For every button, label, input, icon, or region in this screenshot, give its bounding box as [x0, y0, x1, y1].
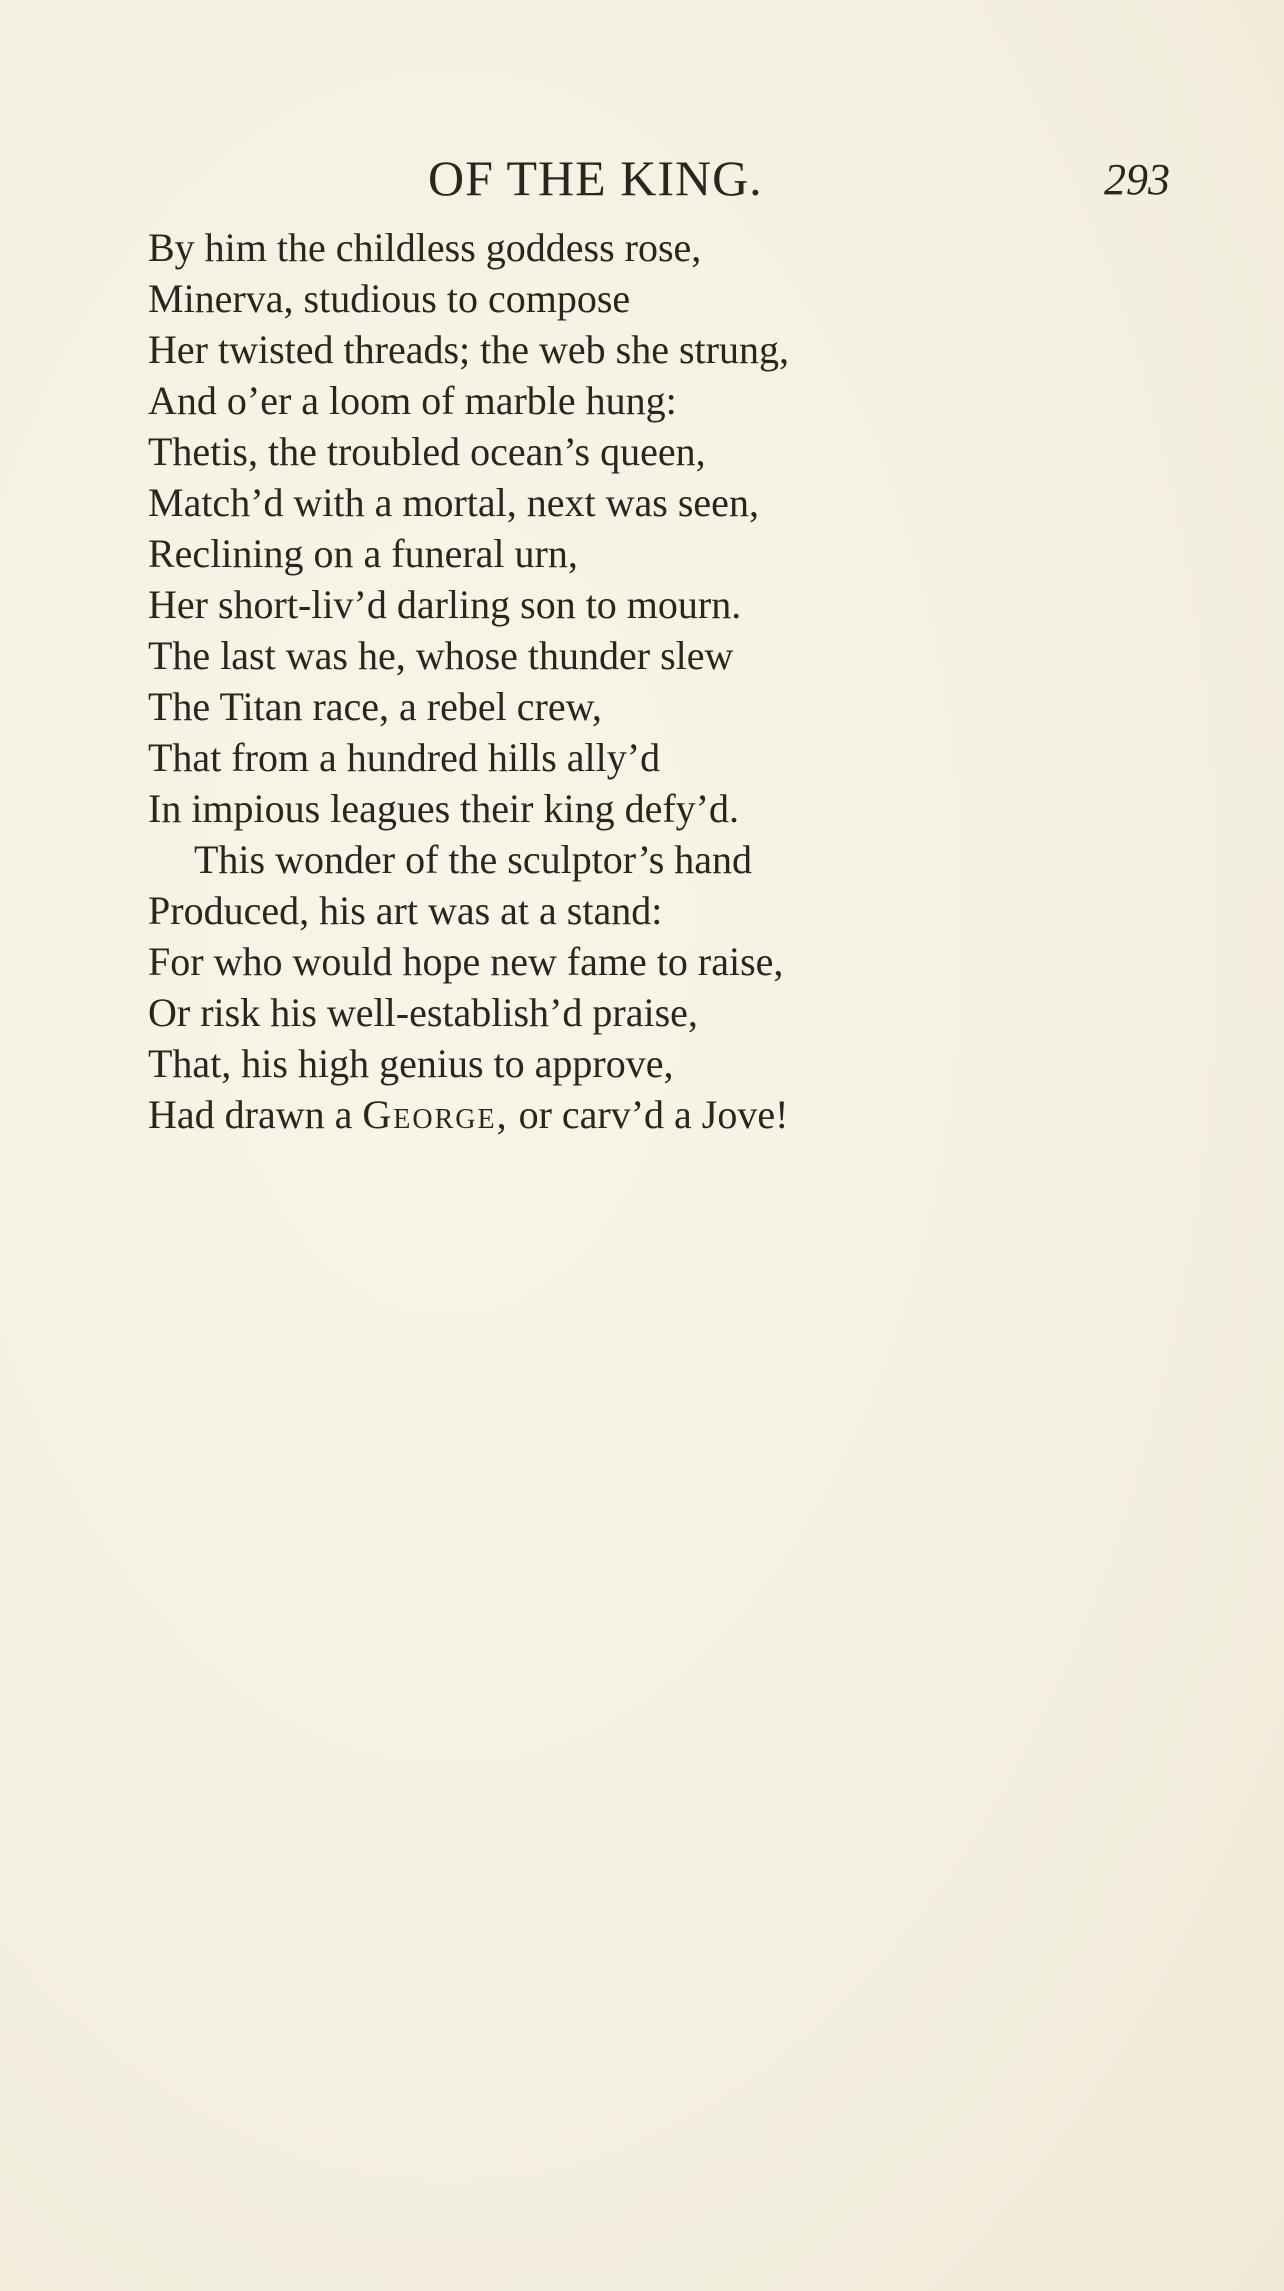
poem-line: For who would hope new fame to raise,	[148, 939, 784, 984]
poem-line: By him the childless goddess rose,	[148, 225, 702, 270]
bleed-through-text	[170, 1390, 1030, 1445]
small-caps-name: George,	[362, 1092, 509, 1137]
poem-line: Thetis, the troubled ocean’s queen,	[148, 429, 706, 474]
poem-line: That from a hundred hills ally’d	[148, 735, 661, 780]
poem-line: In impious leagues their king defy’d.	[148, 786, 739, 831]
final-line-end: or carv’d a Jove!	[508, 1092, 789, 1137]
poem-line: Produced, his art was at a stand:	[148, 888, 663, 933]
poem-line: Or risk his well-establish’d praise,	[148, 990, 698, 1035]
page-number: 293	[1104, 155, 1170, 204]
poem-line: Her twisted threads; the web she strung,	[148, 327, 789, 372]
poem-text	[148, 222, 1048, 1140]
poem-line: The last was he, whose thunder slew	[148, 633, 734, 678]
final-line-start: Had drawn a	[148, 1092, 363, 1137]
poem-line: Reclining on a funeral urn,	[148, 531, 578, 576]
poem-line: And o’er a loom of marble hung:	[148, 378, 677, 423]
poem-line: Her short-liv’d darling son to mourn.	[148, 582, 742, 627]
poem-line: Match’d with a mortal, next was seen,	[148, 480, 759, 525]
running-title: OF THE KING.	[428, 150, 763, 206]
poem-line: Minerva, studious to compose	[148, 276, 631, 321]
poem-line-final	[148, 1089, 1048, 1140]
poem-line-stanza-start: This wonder of the sculptor’s hand	[194, 837, 753, 882]
poem-line: The Titan race, a rebel crew,	[148, 684, 602, 729]
running-head	[0, 148, 1284, 208]
poem-line: That, his high genius to approve,	[148, 1041, 674, 1086]
